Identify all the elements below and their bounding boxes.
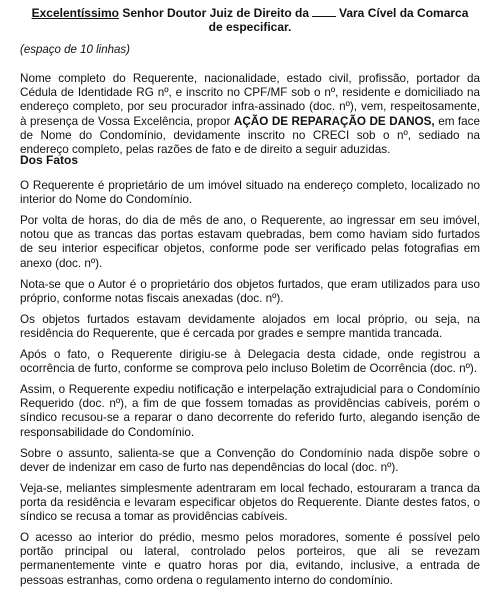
intro-paragraph: [20, 72, 480, 157]
spacing-note: (espaço de 10 linhas): [20, 44, 130, 56]
paragraph: O acesso ao interior do prédio, mesmo pelos moradores, somente é possível pelo portão principal ou lateral, controlado pelos porteiros, que ali se revezam permanentemente vinte e quatro horas por dia, evitando, inclusive, a entrada de pessoas estranhas, como ordena o regulamento interno do condomínio.: [20, 531, 480, 587]
intro-text-before: Nome completo do Requerente, nacionalidade, estado civil, profissão, portador da Cédula de Identidade RG nº, e inscrito no CPF/MF sob o nº, residente e domiciliado na endereço completo, por seu procurador infra-assinado (doc. nº), vem, respeitosamente, à presença de Vossa Excelência, propor: [20, 72, 480, 128]
paragraph: Nota-se que o Autor é o proprietário dos objetos furtados, que eram utilizados para uso próprio, conforme notas fiscais anexadas (doc. nº).: [20, 278, 480, 306]
paragraph: Os objetos furtados estavam devidamente alojados em local próprio, ou seja, na residência do Requerente, que é cercada por grades e sempre mantida trancada.: [20, 313, 480, 341]
intro-text-after: em face de Nome do Condomínio, devidamente inscrito no CRECI sob o nº, sediado na endereço completo, pelas razões de fato e de direito a seguir aduzidas.: [20, 114, 481, 157]
paragraph: Assim, o Requerente expediu notificação e interpelação extrajudicial para o Condomínio Requerido (doc. nº), a fim de que fossem tomadas as providências cabíveis, porém o síndico recusou-se a reparar o dano decorrente do referido furto, alegando isenção de responsabilidade do Condomínio.: [20, 383, 480, 439]
paragraph: Veja-se, meliantes simplesmente adentraram em local fechado, estouraram a tranca da porta da residência e levaram especificar objetos do Requerente. Diante destes fatos, o síndico se recusa a tomar as providências cabíveis.: [20, 482, 480, 524]
section-title: Dos Fatos: [20, 153, 79, 167]
paragraph: Sobre o assunto, salienta-se que a Convenção do Condomínio nada dispõe sobre o dever de indenizar em caso de furto nas dependências do local (doc. nº).: [20, 447, 480, 475]
paragraph: O Requerente é proprietário de um imóvel situado na endereço completo, localizado no interior do Nome do Condomínio.: [20, 179, 480, 207]
action-title: AÇÃO DE REPARAÇÃO DE DANOS,: [233, 114, 435, 128]
document-header: [20, 6, 480, 34]
header-court: Vara Cível da Comarca: [339, 6, 469, 20]
paragraph: Por volta de horas, do dia de mês de ano, o Requerente, ao ingressar em seu imóvel, notou que as trancas das portas estavam quebradas, bem como haviam sido furtados de seu interior especificar objetos, conforme pode ser verificado pelas fotografias em anexo (doc. nº).: [20, 214, 480, 270]
header-judge: Senhor Doutor Juiz de Direito da: [122, 6, 309, 20]
paragraph: Após o fato, o Requerente dirigiu-se à Delegacia desta cidade, onde registrou a ocorrência de furto, conforme se comprova pelo incluso Boletim de Ocorrência (doc. nº).: [20, 348, 480, 376]
header-line-2: de especificar.: [208, 20, 292, 34]
header-salutation: Excelentíssimo: [31, 6, 119, 20]
header-line-1: [20, 6, 480, 20]
blank-line: [312, 7, 336, 17]
